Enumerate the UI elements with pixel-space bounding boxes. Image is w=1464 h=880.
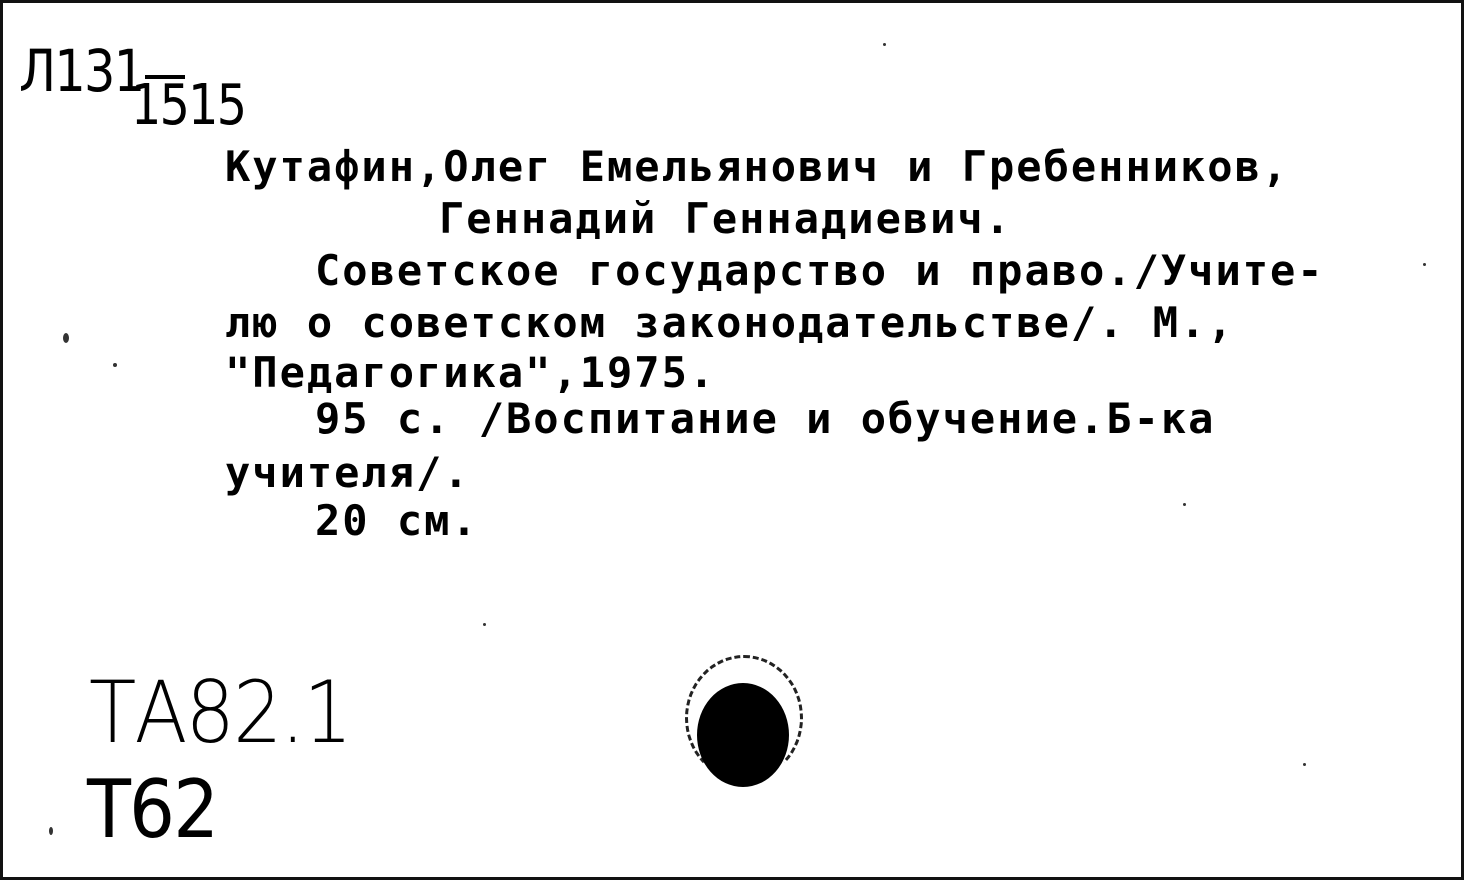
- scan-speck: [63, 333, 69, 343]
- title-line-2: лю о советском законодательстве/. М.,: [225, 298, 1235, 347]
- title-line-1: Советское государство и право./Учите-: [315, 246, 1325, 295]
- scan-speck: [883, 43, 886, 46]
- class-code-2: Т62: [87, 763, 218, 856]
- scan-speck: [1423, 263, 1426, 266]
- scan-speck: [113, 363, 117, 367]
- scan-speck: [49, 827, 53, 835]
- scan-speck: [483, 623, 486, 626]
- scan-speck: [1183, 503, 1186, 506]
- scan-speck: [1303, 763, 1306, 766]
- punch-hole: [697, 683, 789, 787]
- shelf-mark-bottom: 1515: [131, 73, 246, 138]
- author-line-1: Кутафин,Олег Емельянович и Гребенников,: [225, 142, 1290, 191]
- title-line-3: "Педагогика",1975.: [225, 348, 717, 397]
- pages-line-1: 95 с. /Воспитание и обучение.Б-ка: [315, 394, 1216, 443]
- class-code-1: ТА82.1: [89, 663, 351, 763]
- shelf-mark-top: Л131: [19, 37, 144, 105]
- author-line-2: Геннадий Геннадиевич.: [439, 194, 1013, 243]
- pages-line-2: учителя/.: [225, 448, 471, 497]
- size-line: 20 см.: [315, 496, 479, 545]
